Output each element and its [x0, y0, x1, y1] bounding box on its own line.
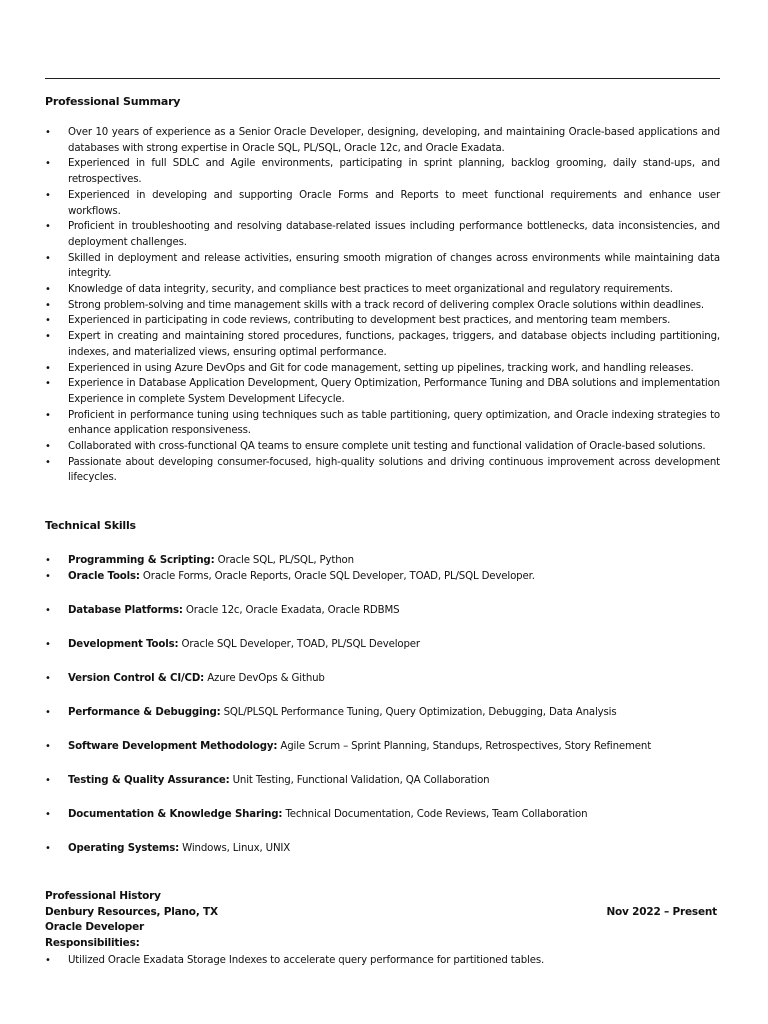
- skill-item: [45, 773, 720, 789]
- bullet-icon: •: [45, 555, 51, 566]
- skill-value: Oracle 12c, Oracle Exadata, Oracle RDBMS: [182, 605, 400, 616]
- skill-label: Version Control & CI/CD:: [68, 673, 205, 684]
- bullet-icon: •: [45, 441, 51, 453]
- skill-label: Development Tools:: [68, 639, 179, 650]
- skill-label: Software Development Methodology:: [68, 741, 278, 752]
- skill-value: Oracle SQL, PL/SQL, Python: [214, 555, 354, 566]
- bullet-icon: •: [45, 409, 51, 421]
- bullet-icon: •: [45, 843, 51, 854]
- summary-item: • Proficient in troubleshooting and resolving database-related issues including performance bottlenecks, data inconsistencies, and deployment challenges.: [45, 221, 720, 248]
- skill-value: SQL/PLSQL Performance Tuning, Query Optimization, Debugging, Data Analysis: [220, 707, 617, 718]
- bullet-icon: •: [45, 315, 51, 327]
- bullet-icon: •: [45, 605, 51, 616]
- summary-item: • Experienced in using Azure DevOps and Git for code management, setting up pipelines, tracking work, and handling releases.: [45, 361, 720, 377]
- skill-item: [45, 705, 720, 721]
- bullet-icon: •: [45, 252, 51, 264]
- bullet-icon: •: [45, 299, 51, 311]
- summary-item: • Experienced in participating in code reviews, contributing to development best practices, and mentoring team members.: [45, 313, 720, 329]
- skill-item: [45, 739, 720, 755]
- bullet-icon: •: [45, 707, 51, 718]
- employment-dates: Nov 2022 – Present: [606, 905, 717, 918]
- bullet-icon: •: [45, 378, 51, 390]
- skill-value: Oracle Forms, Oracle Reports, Oracle SQL Developer, TOAD, PL/SQL Developer.: [139, 571, 535, 582]
- summary-item: • Experienced in developing and supporting Oracle Forms and Reports to meet functional requirements and enhance user workflows.: [45, 189, 720, 217]
- summary-item: • Expert in creating and maintaining stored procedures, functions, packages, triggers, and database objects including partitioning, indexes, and materialized views, ensuring optimal performance.: [45, 331, 720, 358]
- skill-label: Performance & Debugging:: [68, 707, 221, 718]
- skill-value: Technical Documentation, Code Reviews, Team Collaboration: [282, 809, 588, 820]
- bullet-icon: •: [45, 955, 51, 966]
- bullet-icon: •: [45, 775, 51, 786]
- bullet-icon: •: [45, 127, 51, 138]
- summary-item: • Strong problem-solving and time management skills with a track record of delivering complex Oracle solutions within deadlines.: [45, 298, 720, 314]
- summary-item: • Experienced in full SDLC and Agile environments, participating in sprint planning, backlog grooming, daily stand-ups, and retrospectives.: [45, 158, 720, 186]
- responsibilities-list: [45, 953, 720, 969]
- history-section: [45, 889, 720, 952]
- skill-item: [45, 569, 720, 585]
- bullet-icon: •: [45, 158, 51, 170]
- skill-label: Oracle Tools:: [68, 571, 140, 582]
- resume-page: [45, 0, 720, 1024]
- history-company-row: [45, 905, 720, 921]
- bullet-icon: •: [45, 189, 51, 201]
- summary-item: • Skilled in deployment and release activities, ensuring smooth migration of changes across environments while maintaining data integrity.: [45, 252, 720, 280]
- summary-item: • Over 10 years of experience as a Senior Oracle Developer, designing, developing, and maintaining Oracle-based applications and databases with strong expertise in Oracle SQL, PL/SQL, Oracle 12c, and Oracle Exadata.: [45, 127, 720, 154]
- responsibility-item: • Utilized Oracle Exadata Storage Indexes to accelerate query performance for partitioned tables.: [45, 953, 720, 969]
- skill-label: Testing & Quality Assurance:: [68, 775, 230, 786]
- skill-item: [45, 807, 720, 823]
- bullet-icon: •: [45, 284, 51, 296]
- skills-list: [45, 553, 720, 857]
- skill-label: Documentation & Knowledge Sharing:: [68, 809, 283, 820]
- summary-heading: Professional Summary: [45, 95, 181, 108]
- skill-label: Database Platforms:: [68, 605, 183, 616]
- skill-value: Oracle SQL Developer, TOAD, PL/SQL Developer: [178, 639, 420, 650]
- bullet-icon: •: [45, 331, 51, 343]
- bullet-icon: •: [45, 673, 51, 684]
- bullet-icon: •: [45, 809, 51, 820]
- summary-item: • Knowledge of data integrity, security, and compliance best practices to meet organizational and regulatory requirements.: [45, 282, 720, 298]
- summary-list: [45, 125, 720, 486]
- skill-item: [45, 553, 720, 569]
- skill-label: Programming & Scripting:: [68, 555, 215, 566]
- skill-value: Windows, Linux, UNIX: [179, 843, 291, 854]
- skills-heading: Technical Skills: [45, 519, 136, 532]
- skill-item: [45, 841, 720, 857]
- skill-value: Unit Testing, Functional Validation, QA Collaboration: [229, 775, 490, 786]
- bullet-icon: •: [45, 741, 51, 752]
- summary-item: • Passionate about developing consumer-focused, high-quality solutions and driving continuous improvement across development lifecycles.: [45, 456, 720, 484]
- bullet-icon: •: [45, 639, 51, 650]
- skill-item: [45, 637, 720, 653]
- job-title: Oracle Developer: [45, 921, 145, 934]
- bullet-icon: •: [45, 456, 51, 468]
- bullet-icon: •: [45, 221, 51, 233]
- summary-item: • Collaborated with cross-functional QA teams to ensure complete unit testing and functional validation of Oracle-based solutions.: [45, 439, 720, 455]
- skill-value: Azure DevOps & Github: [204, 673, 325, 684]
- company-name: Denbury Resources, Plano, TX: [45, 905, 218, 918]
- summary-item: • Proficient in performance tuning using techniques such as table partitioning, query optimization, and Oracle indexing strategies to enhance application responsiveness.: [45, 409, 720, 437]
- header-divider: [45, 78, 720, 79]
- skill-item: [45, 603, 720, 619]
- bullet-icon: •: [45, 571, 51, 582]
- skill-value: Agile Scrum – Sprint Planning, Standups, Retrospectives, Story Refinement: [277, 741, 652, 752]
- summary-item: • Experience in Database Application Development, Query Optimization, Performance Tuning and DBA solutions and implementation Experience in complete System Development Lifecycle.: [45, 378, 720, 405]
- responsibilities-label: Responsibilities:: [45, 937, 140, 950]
- bullet-icon: •: [45, 362, 51, 374]
- skill-item: [45, 671, 720, 687]
- skill-label: Operating Systems:: [68, 843, 180, 854]
- history-heading: Professional History: [45, 890, 161, 902]
